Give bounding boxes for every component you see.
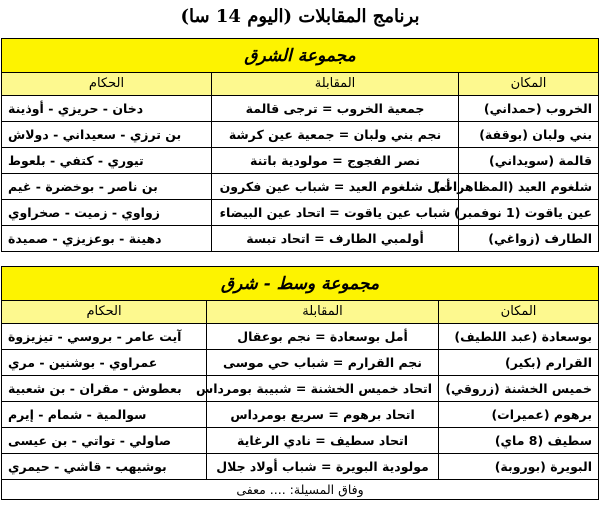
table-row <box>2 376 599 402</box>
cell-match: أمل بوسعادة = نجم بوعقال <box>207 324 439 350</box>
cell-place: عين ياقوت (1 نوفمبر) <box>459 200 599 226</box>
cell-place: بوسعادة (عبد اللطيف) <box>439 324 599 350</box>
table-row <box>2 350 599 376</box>
cell-match: أولمبي الطارف = اتحاد تبسة <box>212 226 459 252</box>
table-row <box>2 200 599 226</box>
cell-place: الطارف (زواغي) <box>459 226 599 252</box>
table-row <box>2 174 599 200</box>
cell-referees: زواوي - زميت - صخراوي <box>2 200 212 226</box>
table-row <box>2 148 599 174</box>
header-referees: الحكام <box>2 73 212 96</box>
table-row <box>2 402 599 428</box>
cell-match: اتحاد سطيف = نادي الرغاية <box>207 428 439 454</box>
cell-referees: تيوري - كتفي - بلعوط <box>2 148 212 174</box>
group-center-east-title: مجموعة وسط - شرق <box>2 267 599 301</box>
cell-referees: بوشيهب - قاشي - حيمري <box>2 454 207 480</box>
table-row <box>2 226 599 252</box>
page-title: برنامج المقابلات (اليوم 14 سا) <box>180 6 420 27</box>
cell-match: أمل شلغوم العيد = شباب عين فكرون <box>212 174 459 200</box>
bye-note: وفاق المسيلة: .... معفى <box>2 480 599 500</box>
cell-place: خميس الخشنة (زروقي) <box>439 376 599 402</box>
table-row <box>2 428 599 454</box>
cell-referees: دهينة - بوعزيزي - صميدة <box>2 226 212 252</box>
table-row <box>2 324 599 350</box>
cell-place: البويرة (بوروبة) <box>439 454 599 480</box>
cell-match: جمعية الخروب = ترجى قالمة <box>212 96 459 122</box>
cell-match: اتحاد برهوم = سريع بومرداس <box>207 402 439 428</box>
table-row <box>2 122 599 148</box>
cell-referees: بن ناصر - بوخضرة - غيم <box>2 174 212 200</box>
cell-match: شباب عين ياقوت = اتحاد عين البيضاء <box>212 200 459 226</box>
cell-referees: سوالمية - شمام - إيرم <box>2 402 207 428</box>
cell-referees: دخان - حريزي - أوذينة <box>2 96 212 122</box>
header-place: المكان <box>439 301 599 324</box>
cell-place: برهوم (عميرات) <box>439 402 599 428</box>
group-east-title: مجموعة الشرق <box>2 39 599 73</box>
cell-place: قالمة (سويداني) <box>459 148 599 174</box>
header-match: المقابلة <box>207 301 439 324</box>
header-place: المكان <box>459 73 599 96</box>
header-match: المقابلة <box>212 73 459 96</box>
table-row <box>2 96 599 122</box>
cell-referees: بعطوش - مقران - بن شعبية <box>2 376 207 402</box>
cell-place: بني ولبان (بوقفة) <box>459 122 599 148</box>
cell-place: سطيف (8 ماي) <box>439 428 599 454</box>
cell-match: اتحاد خميس الخشنة = شبيبة بومرداس <box>207 376 439 402</box>
cell-referees: عمراوي - بوشنين - مري <box>2 350 207 376</box>
cell-place: شلغوم العيد (المظاهرات) <box>459 174 599 200</box>
group-center-east-table <box>1 266 599 500</box>
cell-referees: بن ترزي - سعيداني - دولاش <box>2 122 212 148</box>
cell-match: مولودية البويرة = شباب أولاد جلال <box>207 454 439 480</box>
cell-match: نصر الفجوج = مولودية باتنة <box>212 148 459 174</box>
table-row <box>2 454 599 480</box>
header-referees: الحكام <box>2 301 207 324</box>
group-east-table <box>1 38 599 252</box>
cell-match: نجم القرارم = شباب حي موسى <box>207 350 439 376</box>
cell-referees: صاولي - تواتي - بن عيسى <box>2 428 207 454</box>
cell-referees: آيت عامر - بروسي - تيزيزوة <box>2 324 207 350</box>
cell-place: الخروب (حمداني) <box>459 96 599 122</box>
cell-place: القرارم (بكير) <box>439 350 599 376</box>
cell-match: نجم بني ولبان = جمعية عين كرشة <box>212 122 459 148</box>
